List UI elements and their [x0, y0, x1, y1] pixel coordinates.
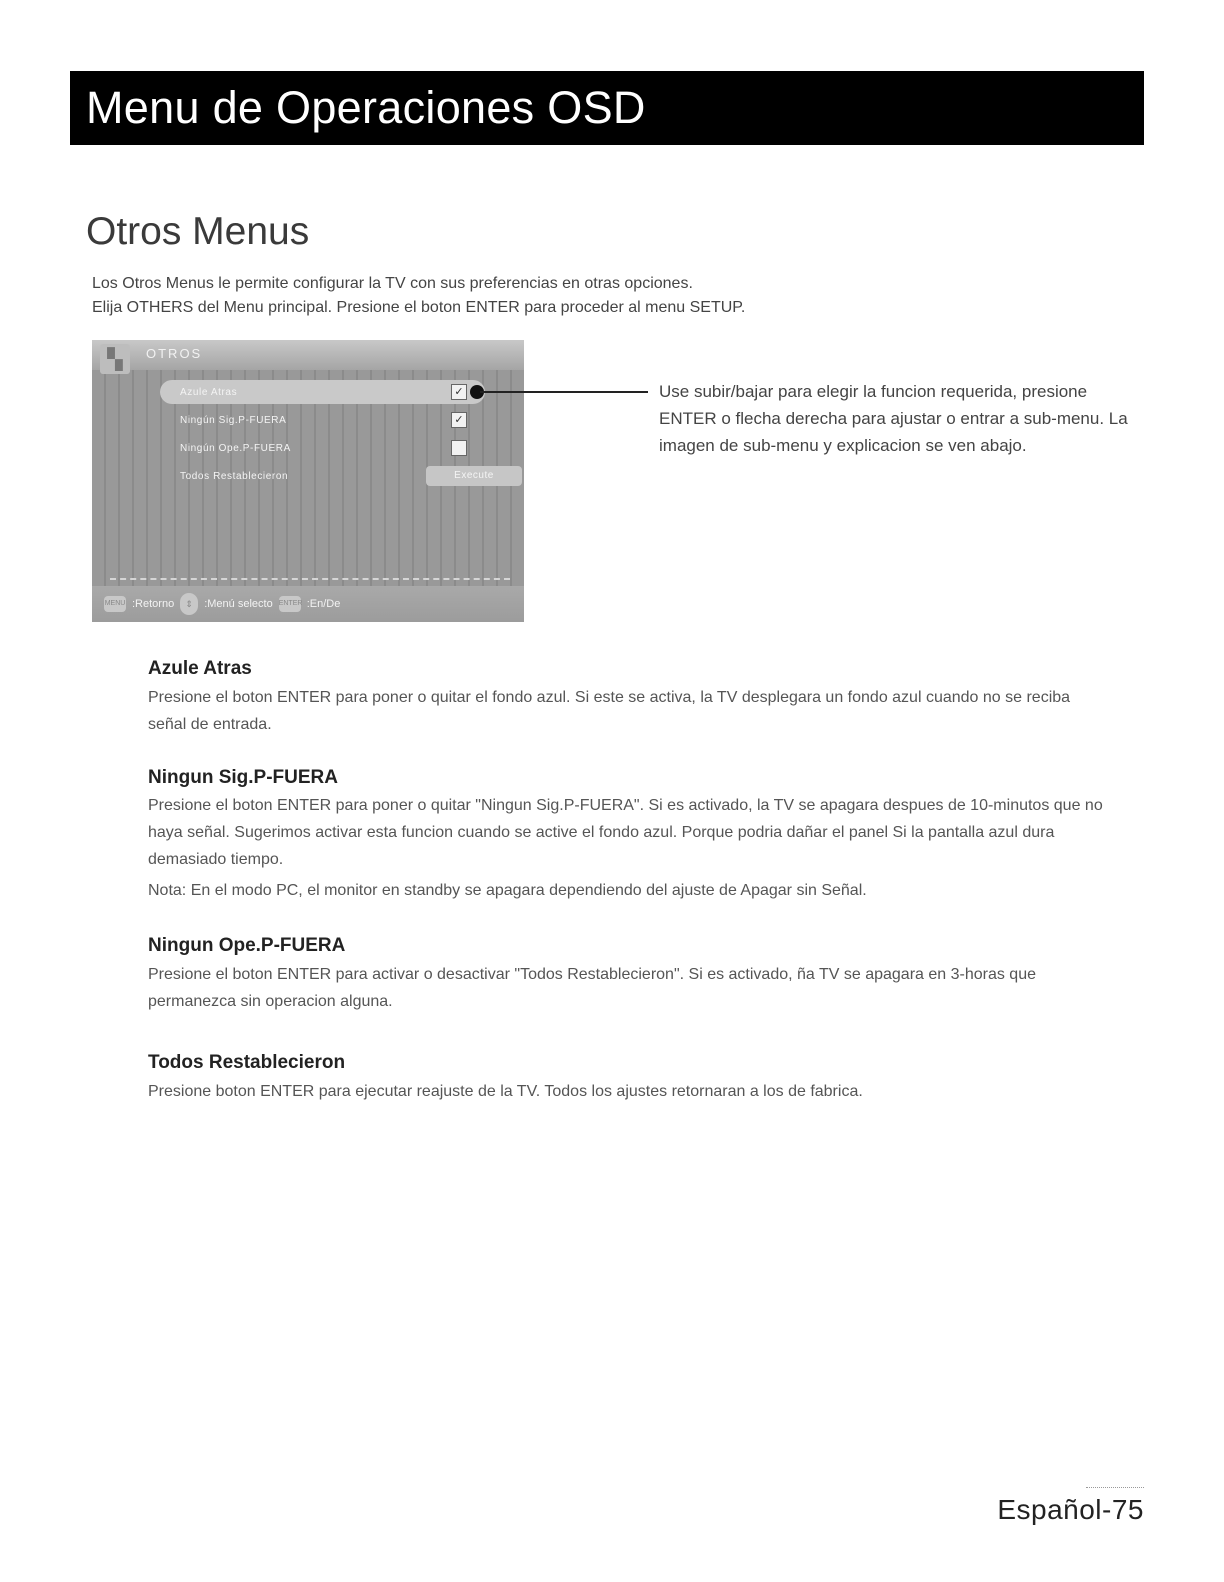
osd-row-ningun-ope — [160, 436, 390, 460]
desc-heading-ningun-sig: Ningun Sig.P-FUERA — [148, 767, 338, 788]
intro-line-1: Los Otros Menus le permite configurar la TV con sus preferencias en otras opciones. — [92, 275, 693, 292]
intro-line-2: Elija OTHERS del Menu principal. Presione el boton ENTER para proceder al menu SETUP. — [92, 299, 746, 316]
checkbox-checked-icon: ✓ — [451, 384, 467, 400]
osd-row-label: Ningún Sig.P-FUERA — [180, 414, 287, 426]
callout-text: Use subir/bajar para elegir la funcion requerida, presione ENTER o flecha derecha para ajustar o entrar a sub-menu. La imagen de sub-menu y explicacion se ven abajo. — [659, 382, 1128, 455]
osd-execute-button: Execute — [426, 466, 522, 486]
desc-paragraph: Presione el boton ENTER para activar o desactivar "Todos Restablecieron". Si es activado, ña TV se apagara en 3-horas que permanezca sin operacion alguna. — [148, 966, 1036, 1010]
intro-text — [92, 272, 745, 320]
header-bar — [70, 71, 1144, 145]
osd-row-label: Ningún Ope.P-FUERA — [180, 442, 291, 454]
osd-row-azule-atras — [160, 380, 485, 404]
osd-screenshot — [92, 340, 524, 622]
checkbox-unchecked-icon — [451, 440, 467, 456]
desc-note: Nota: En el modo PC, el monitor en standby se apagara dependiendo del ajuste de Apagar sin Señal. — [148, 882, 867, 899]
menu-key-icon: MENU — [104, 596, 126, 612]
desc-paragraph: Presione el boton ENTER para poner o quitar "Ningun Sig.P-FUERA". Si es activado, la TV se apagara despues de 10-minutos que no haya señal. Sugerimos activar esta funcion cuando se active el fondo azul. Porque podria dañar el panel Si la pantalla azul dura demasiado tiempo. — [148, 797, 1103, 868]
up-down-key-icon: ⇕ — [180, 593, 198, 615]
desc-paragraph: Presione el boton ENTER para poner o quitar el fondo azul. Si este se activa, la TV desplegara un fondo azul cuando no se reciba señal de entrada. — [148, 689, 1071, 733]
osd-title: OTROS — [146, 346, 203, 361]
desc-heading-azule-atras: Azule Atras — [148, 658, 252, 679]
osd-divider — [110, 578, 510, 580]
osd-row-label: Azule Atras — [180, 386, 238, 398]
page-title: Menu de Operaciones OSD — [86, 82, 646, 133]
osd-footer-en-de: :En/De — [306, 598, 341, 610]
osd-footer-menu-selecto: :Menú selecto — [204, 598, 273, 610]
osd-row-todos — [160, 464, 494, 488]
checkbox-checked-icon: ✓ — [451, 412, 467, 428]
desc-heading-todos: Todos Restablecieron — [148, 1052, 346, 1073]
osd-footer-retorno: :Retorno — [132, 598, 175, 610]
footer-divider — [1086, 1487, 1144, 1488]
osd-row-ningun-sig — [160, 408, 464, 432]
enter-key-icon: ENTER — [279, 596, 301, 612]
tv-logo-icon: ▚ — [100, 344, 130, 374]
desc-paragraph: Presione boton ENTER para ejecutar reajuste de la TV. Todos los ajustes retornaran a los de fabrica. — [148, 1083, 863, 1100]
callout-line — [480, 391, 648, 393]
desc-heading-ningun-ope: Ningun Ope.P-FUERA — [148, 935, 346, 956]
osd-footer — [92, 586, 524, 622]
osd-row-label: Todos Restablecieron — [180, 470, 289, 482]
page-number: Español-75 — [997, 1494, 1144, 1525]
section-title: Otros Menus — [86, 210, 310, 253]
